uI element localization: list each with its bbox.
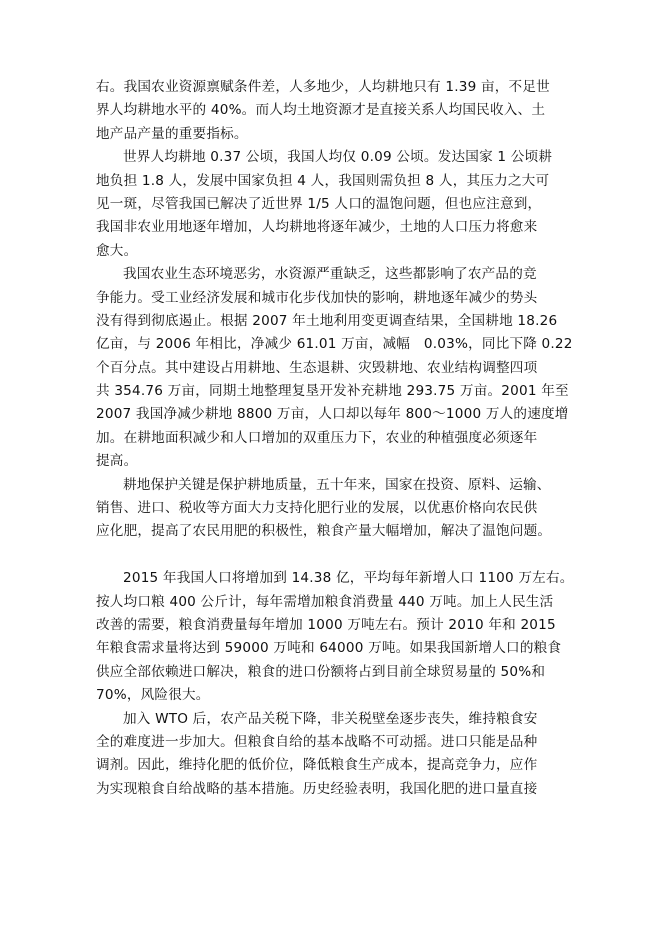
text-line: 界人均耕地水平的 40%。而人均土地资源才是直接关系人均国民收入、土 xyxy=(96,102,546,119)
text-line: 70%，风险很大。 xyxy=(96,687,210,704)
paragraph-spacer xyxy=(96,544,600,567)
text-line: 愈大。 xyxy=(96,242,138,259)
text-line: 销售、进口、税收等方面大力支持化肥行业的发展，以优惠价格向农民供 xyxy=(96,500,538,517)
paragraph-6 xyxy=(96,708,600,802)
text-line: 按人均口粮 400 公斤计，每年需增加粮食消费量 440 万吨。加上人民生活 xyxy=(96,593,554,610)
text-line: 2007 我国净减少耕地 8800 万亩，人口却以每年 800～1000 万人的速度增 xyxy=(96,406,569,423)
text-line: 提高。 xyxy=(96,453,138,470)
text-line: 加。在耕地面积减少和人口增加的双重压力下，农业的种植强度必须逐年 xyxy=(96,429,538,446)
text-line: 亿亩，与 2006 年相比，净减少 61.01 万亩，减幅 0.03%，同比下降 0.22 xyxy=(96,336,573,353)
paragraph-1 xyxy=(96,76,600,146)
text-line: 加入 WTO 后，农产品关税下降，非关税壁垒逐步丧失，维持粮食安 xyxy=(123,710,538,727)
paragraph-4 xyxy=(96,474,600,544)
text-line: 年粮食需求量将达到 59000 万吨和 64000 万吨。如果我国新增人口的粮食 xyxy=(96,640,562,657)
text-line: 地负担 1.8 人，发展中国家负担 4 人，我国则需负担 8 人，其压力之大可 xyxy=(96,172,550,189)
text-line: 没有得到彻底遏止。根据 2007 年土地利用变更调查结果，全国耕地 18.26 xyxy=(96,312,558,329)
text-line: 地产品产量的重要指标。 xyxy=(96,125,248,142)
paragraph-3 xyxy=(96,263,600,474)
text-line: 2015 年我国人口将增加到 14.38 亿，平均每年新增人口 1100 万左右。 xyxy=(123,570,574,587)
body-text xyxy=(96,76,600,801)
text-line: 争能力。受工业经济发展和城市化步伐加快的影响，耕地逐年减少的势头 xyxy=(96,289,538,306)
text-line: 供应全部依赖进口解决，粮食的进口份额将占到目前全球贸易量的 50%和 xyxy=(96,663,546,680)
paragraph-5 xyxy=(96,567,600,707)
paragraph-2 xyxy=(96,146,600,263)
text-line: 全的难度进一步加大。但粮食自给的基本战略不可动摇。进口只能是品种 xyxy=(96,733,538,750)
text-line: 个百分点。其中建设占用耕地、生态退耕、灾毁耕地、农业结构调整四项 xyxy=(96,359,538,376)
text-line: 应化肥，提高了农民用肥的积极性，粮食产量大幅增加，解决了温饱问题。 xyxy=(96,523,552,540)
text-line: 改善的需要，粮食消费量每年增加 1000 万吨左右。预计 2010 年和 2015 xyxy=(96,616,556,633)
text-line: 我国非农业用地逐年增加，人均耕地将逐年减少，土地的人口压力将愈来 xyxy=(96,219,538,236)
text-line: 世界人均耕地 0.37 公顷，我国人均仅 0.09 公顷。发达国家 1 公顷耕 xyxy=(123,149,553,166)
text-line: 右。我国农业资源禀赋条件差，人多地少，人均耕地只有 1.39 亩，不足世 xyxy=(96,79,550,95)
text-line: 见一斑，尽管我国已解决了近世界 1/5 人口的温饱问题，但也应注意到， xyxy=(96,195,542,212)
text-line: 耕地保护关键是保护耕地质量，五十年来，国家在投资、原料、运输、 xyxy=(123,476,551,493)
text-line: 为实现粮食自给战略的基本措施。历史经验表明，我国化肥的进口量直接 xyxy=(96,780,538,797)
text-line: 共 354.76 万亩，同期土地整理复垦开发补充耕地 293.75 万亩。2001 年至 xyxy=(96,383,569,400)
text-line: 调剂。因此，维持化肥的低价位，降低粮食生产成本，提高竞争力，应作 xyxy=(96,757,538,774)
text-line: 我国农业生态环境恶劣，水资源严重缺乏，这些都影响了农产品的竞 xyxy=(123,266,537,283)
